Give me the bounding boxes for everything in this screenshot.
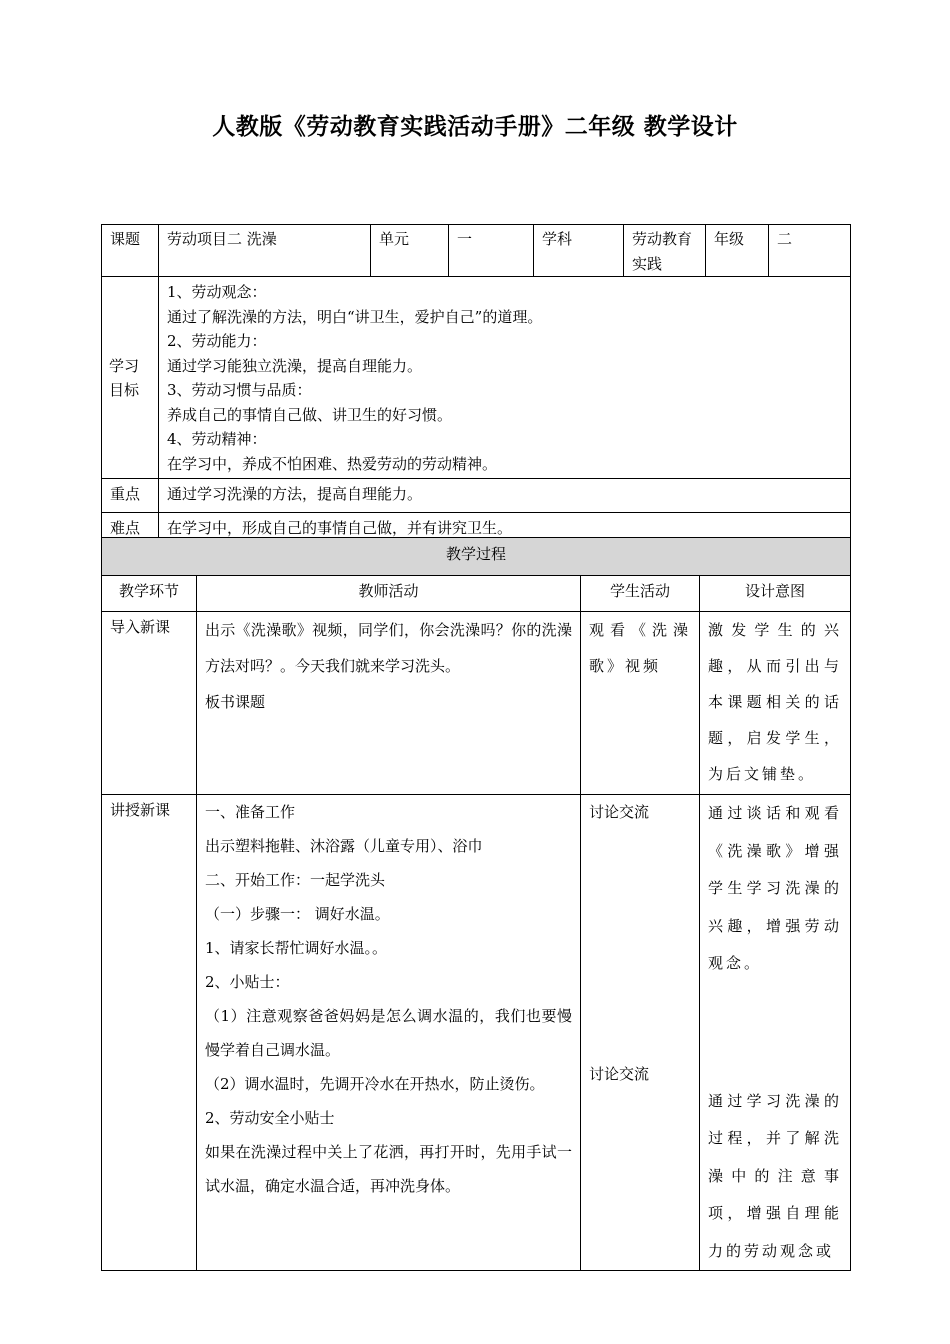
goal-line: 通过学习能独立洗澡，提高自理能力。 <box>167 356 423 375</box>
key-label: 重点 <box>102 479 159 513</box>
info-row-topic <box>102 225 851 277</box>
teacher-intro <box>197 612 581 795</box>
teacher-line: 出示《洗澡歌》视频，同学们，你会洗澡吗？你的洗澡方法对吗？。今天我们就来学习洗头。 <box>205 621 572 675</box>
teacher-line: 二、开始工作：一起学洗头 <box>205 871 386 889</box>
lesson-info-table <box>101 224 851 547</box>
process-row-new <box>102 795 851 1271</box>
goal-line: 4、劳动精神： <box>167 430 267 448</box>
intent-intro: 激发学生的兴趣，从而引出与本课题相关的话题，启发学生，为后文铺垫。 <box>700 612 851 795</box>
teacher-line: 出示塑料拖鞋、沐浴露（儿童专用）、浴巾 <box>205 837 483 855</box>
teacher-line: （2）调水温时，先调开冷水在开热水，防止烫伤。 <box>205 1075 545 1093</box>
key-value: 通过学习洗澡的方法，提高自理能力。 <box>159 479 851 513</box>
difficulty-value: 在学习中，形成自己的事情自己做，并有讲究卫生。 <box>159 513 851 547</box>
student-line: 讨论交流 <box>589 803 650 821</box>
topic-label: 课题 <box>102 225 159 277</box>
stage-intro: 导入新课 <box>102 612 197 795</box>
info-row-key <box>102 479 851 513</box>
student-intro: 观看《洗澡歌》视频 <box>581 612 700 795</box>
goal-line: 1、劳动观念： <box>167 283 267 301</box>
teacher-line: （1）注意观察爸爸妈妈是怎么调水温的，我们也要慢慢学着自己调水温。 <box>205 1007 572 1059</box>
student-new <box>581 795 700 1271</box>
teacher-line: 1、请家长帮忙调好水温。。 <box>205 939 388 957</box>
grade-value: 二 <box>769 225 851 277</box>
page-title: 人教版《劳动教育实践活动手册》二年级 教学设计 <box>212 114 738 140</box>
stage-new: 讲授新课 <box>102 795 197 1271</box>
header-stage: 教学环节 <box>102 576 197 612</box>
subject-label: 学科 <box>534 225 624 277</box>
intent-new <box>700 795 851 1271</box>
intent-line: 通过学习洗澡的过程，并了解洗澡中的注意事项，增强自理能力的劳动观念或 <box>708 1091 843 1260</box>
goal-line: 养成自己的事情自己做、讲卫生的好习惯。 <box>167 405 453 424</box>
teacher-line: 板书课题 <box>205 693 266 711</box>
process-band <box>102 538 851 576</box>
process-band-title: 教学过程 <box>102 538 851 576</box>
goals-list <box>159 277 851 479</box>
goal-line: 2、劳动能力： <box>167 332 267 350</box>
header-intent: 设计意图 <box>700 576 851 612</box>
intent-line: 通过谈话和观看《洗澡歌》增强学生学习洗澡的兴趣，增强劳动观念。 <box>708 804 843 972</box>
unit-value: 一 <box>449 225 534 277</box>
teacher-new <box>197 795 581 1271</box>
teacher-line: （一）步骤一： 调好水温。 <box>205 905 390 923</box>
goal-line: 3、劳动习惯与品质： <box>167 381 312 399</box>
process-row-intro <box>102 612 851 795</box>
topic-value: 劳动项目二 洗澡 <box>159 225 371 277</box>
unit-label: 单元 <box>371 225 449 277</box>
difficulty-label: 难点 <box>102 513 159 547</box>
header-student: 学生活动 <box>581 576 700 612</box>
teacher-line: 2、劳动安全小贴士 <box>205 1109 335 1127</box>
goal-line: 在学习中，养成不怕困难、热爱劳动的劳动精神。 <box>167 454 498 473</box>
teacher-line: 2、小贴士： <box>205 973 290 991</box>
teaching-process-table <box>101 537 851 1271</box>
goals-label: 学习目标 <box>102 277 159 479</box>
subject-value: 劳动教育实践 <box>624 225 706 277</box>
process-header-row <box>102 576 851 612</box>
goal-line: 通过了解洗澡的方法，明白“讲卫生，爱护自己”的道理。 <box>167 307 543 326</box>
teacher-line: 如果在洗澡过程中关上了花洒，再打开时，先用手试一试水温，确定水温合适，再冲洗身体。 <box>205 1143 572 1195</box>
info-row-goals <box>102 277 851 479</box>
header-teacher: 教师活动 <box>197 576 581 612</box>
student-line: 讨论交流 <box>589 1065 650 1083</box>
teacher-line: 一、准备工作 <box>205 803 296 821</box>
grade-label: 年级 <box>706 225 769 277</box>
